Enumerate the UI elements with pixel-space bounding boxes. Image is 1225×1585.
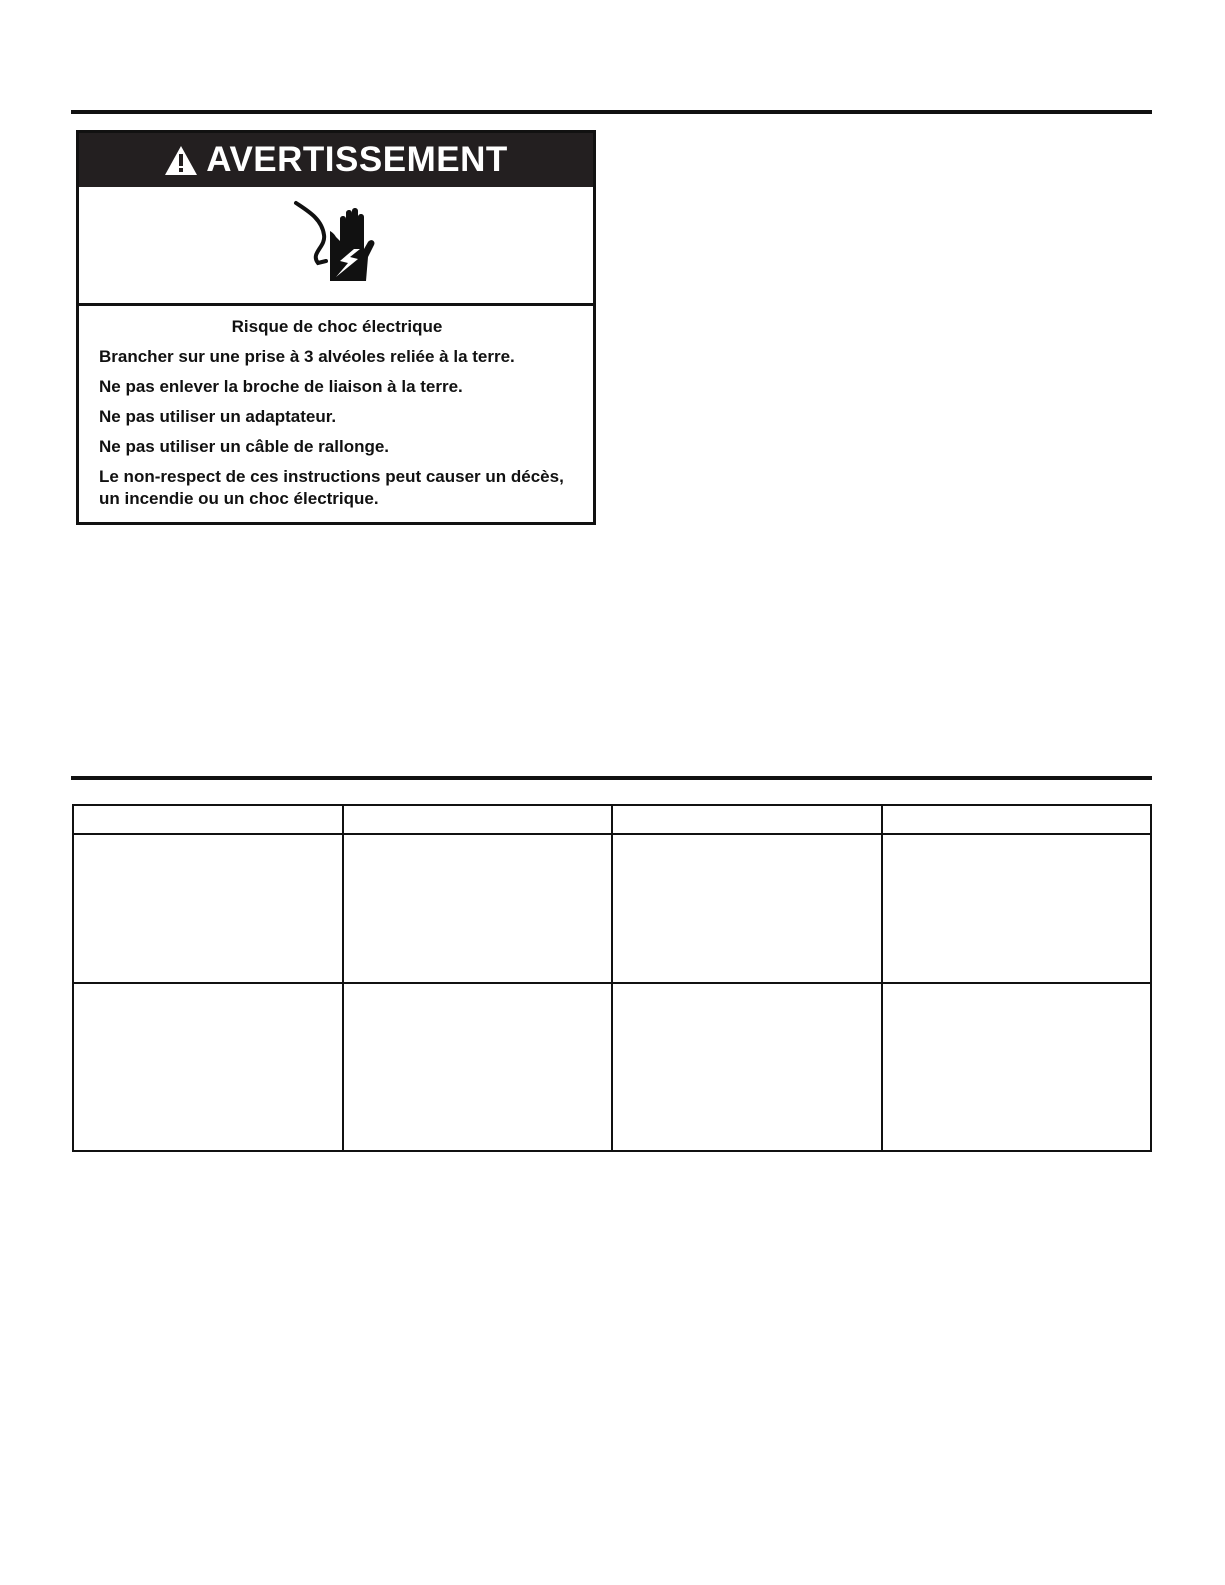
warning-text (79, 306, 593, 510)
table-cell (73, 834, 343, 983)
warning-line: Ne pas utiliser un câble de rallonge. (99, 437, 390, 456)
table-cell (612, 834, 882, 983)
warning-title: AVERTISSEMENT (206, 140, 508, 179)
table-row (73, 834, 1151, 983)
warning-box (76, 130, 596, 525)
table-cell (882, 983, 1152, 1151)
warning-line: Ne pas utiliser un adaptateur. (99, 407, 337, 426)
warning-line: Ne pas enlever la broche de liaison à la terre. (99, 377, 463, 396)
table-cell (73, 983, 343, 1151)
warning-header (79, 133, 593, 187)
table-header-cell (882, 805, 1152, 834)
table-header-cell (612, 805, 882, 834)
warning-line: Brancher sur une prise à 3 alvéoles reliée à la terre. (99, 347, 515, 366)
table-cell (343, 834, 613, 983)
warning-icon-area (79, 187, 593, 306)
section-rule (71, 776, 1152, 780)
table-cell (882, 834, 1152, 983)
table-header-row (73, 805, 1151, 834)
table-header-cell (343, 805, 613, 834)
table-row (73, 983, 1151, 1151)
warning-line: Le non-respect de ces instructions peut causer un décès, un incendie ou un choc électrique. (99, 467, 564, 508)
table-cell (612, 983, 882, 1151)
table-cell (343, 983, 613, 1151)
warning-subtitle: Risque de choc électrique (231, 317, 443, 336)
data-table (72, 804, 1152, 1152)
electric-shock-hand-icon (288, 197, 384, 293)
warning-triangle-icon (164, 145, 198, 176)
top-rule (71, 110, 1152, 114)
table-header-cell (73, 805, 343, 834)
